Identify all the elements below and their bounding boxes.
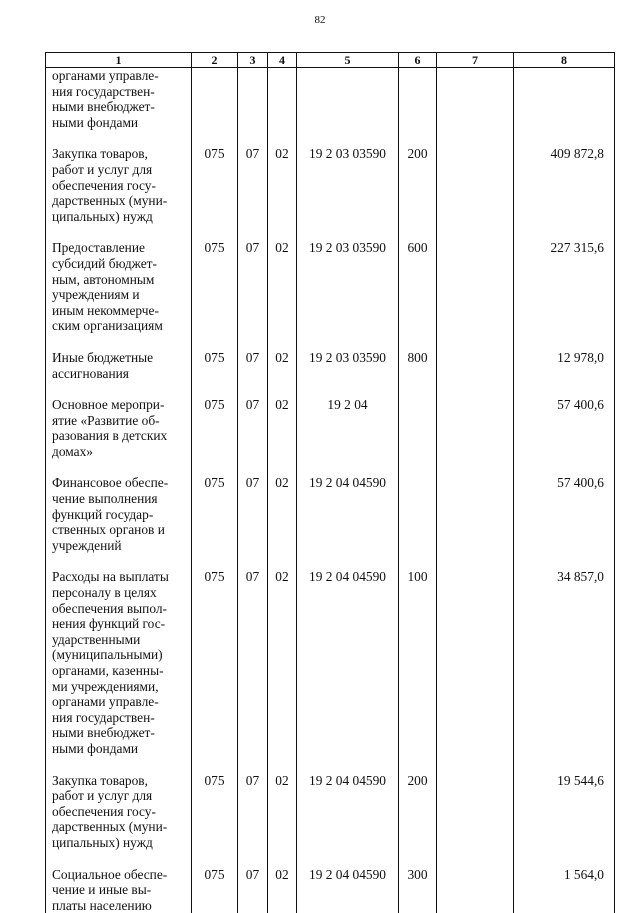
cell-name: органами управле- ния государствен- ными внебюджет- ными фондами — [46, 68, 192, 147]
table-row — [46, 146, 615, 240]
cell-amount: 227 315,6 — [514, 240, 615, 350]
cell-admin-code: 075 — [192, 240, 238, 350]
cell-col-7 — [437, 773, 514, 867]
cell-col-7 — [437, 475, 514, 569]
cell-target-article: 19 2 03 03590 — [297, 240, 399, 350]
cell-admin-code: 075 — [192, 146, 238, 240]
cell-name: Иные бюджетные ассигнования — [46, 350, 192, 397]
table-row — [46, 350, 615, 397]
cell-col-7 — [437, 397, 514, 475]
cell-target-article: 19 2 03 03590 — [297, 146, 399, 240]
cell-subsection: 02 — [268, 146, 297, 240]
header-col-7: 7 — [437, 53, 514, 68]
table-body — [46, 68, 615, 913]
page-number: 82 — [0, 14, 640, 26]
cell-admin-code: 075 — [192, 569, 238, 772]
cell-target-article: 19 2 04 04590 — [297, 475, 399, 569]
cell-admin-code: 075 — [192, 475, 238, 569]
header-col-4: 4 — [268, 53, 297, 68]
cell-amount: 19 544,6 — [514, 773, 615, 867]
cell-col-7 — [437, 146, 514, 240]
cell-target-article: 19 2 04 04590 — [297, 773, 399, 867]
table-row — [46, 773, 615, 867]
header-col-6: 6 — [399, 53, 437, 68]
cell-name: Закупка товаров, работ и услуг для обеспечения госу- дарственных (муни- ципальных) нужд — [46, 773, 192, 867]
cell-admin-code: 075 — [192, 867, 238, 913]
cell-col-7 — [437, 867, 514, 913]
cell-target-article: 19 2 04 — [297, 397, 399, 475]
header-col-5: 5 — [297, 53, 399, 68]
cell-subsection: 02 — [268, 773, 297, 867]
cell-target-article: 19 2 04 04590 — [297, 569, 399, 772]
cell-col-7 — [437, 350, 514, 397]
cell-expense-type — [399, 397, 437, 475]
cell-target-article: 19 2 03 03590 — [297, 350, 399, 397]
cell-amount: 34 857,0 — [514, 569, 615, 772]
table-row — [46, 397, 615, 475]
cell-target-article — [297, 68, 399, 147]
table-row — [46, 867, 615, 913]
cell-expense-type — [399, 68, 437, 147]
cell-expense-type: 200 — [399, 773, 437, 867]
cell-col-7 — [437, 240, 514, 350]
cell-section: 07 — [238, 146, 268, 240]
cell-name: Социальное обеспе- чение и иные вы- платы населению — [46, 867, 192, 913]
cell-admin-code: 075 — [192, 773, 238, 867]
table-row — [46, 240, 615, 350]
cell-subsection — [268, 68, 297, 147]
cell-section: 07 — [238, 475, 268, 569]
table-row — [46, 68, 615, 147]
cell-amount: 57 400,6 — [514, 397, 615, 475]
cell-expense-type: 800 — [399, 350, 437, 397]
budget-table — [45, 52, 615, 913]
cell-subsection: 02 — [268, 397, 297, 475]
cell-admin-code: 075 — [192, 350, 238, 397]
header-col-3: 3 — [238, 53, 268, 68]
header-row — [46, 53, 615, 68]
cell-section — [238, 68, 268, 147]
cell-subsection: 02 — [268, 475, 297, 569]
cell-admin-code — [192, 68, 238, 147]
cell-amount: 57 400,6 — [514, 475, 615, 569]
cell-section: 07 — [238, 240, 268, 350]
cell-amount: 1 564,0 — [514, 867, 615, 913]
cell-subsection: 02 — [268, 867, 297, 913]
cell-subsection: 02 — [268, 569, 297, 772]
header-col-1: 1 — [46, 53, 192, 68]
cell-name: Расходы на выплаты персоналу в целях обеспечения выпол- нения функций гос- ударственными (муниципальными) органами, казенны- ми учреждениями, органами управле- ния государствен- ными внебюджет- ными фондами — [46, 569, 192, 772]
cell-amount: 409 872,8 — [514, 146, 615, 240]
cell-section: 07 — [238, 350, 268, 397]
cell-expense-type: 600 — [399, 240, 437, 350]
cell-name: Финансовое обеспе- чение выполнения функций государ- ственных органов и учреждений — [46, 475, 192, 569]
cell-section: 07 — [238, 773, 268, 867]
cell-section: 07 — [238, 867, 268, 913]
cell-section: 07 — [238, 569, 268, 772]
cell-expense-type: 200 — [399, 146, 437, 240]
cell-admin-code: 075 — [192, 397, 238, 475]
cell-subsection: 02 — [268, 350, 297, 397]
cell-amount: 12 978,0 — [514, 350, 615, 397]
header-col-8: 8 — [514, 53, 615, 68]
cell-col-7 — [437, 569, 514, 772]
cell-amount — [514, 68, 615, 147]
header-col-2: 2 — [192, 53, 238, 68]
cell-subsection: 02 — [268, 240, 297, 350]
cell-target-article: 19 2 04 04590 — [297, 867, 399, 913]
cell-name: Закупка товаров, работ и услуг для обеспечения госу- дарственных (муни- ципальных) нужд — [46, 146, 192, 240]
cell-expense-type: 100 — [399, 569, 437, 772]
cell-expense-type: 300 — [399, 867, 437, 913]
cell-col-7 — [437, 68, 514, 147]
cell-name: Предоставление субсидий бюджет- ным, автономным учреждениям и иным некоммерче- ским организациям — [46, 240, 192, 350]
cell-name: Основное меропри- ятие «Развитие об- разования в детских домах» — [46, 397, 192, 475]
table-row — [46, 475, 615, 569]
cell-section: 07 — [238, 397, 268, 475]
cell-expense-type — [399, 475, 437, 569]
table-row — [46, 569, 615, 772]
